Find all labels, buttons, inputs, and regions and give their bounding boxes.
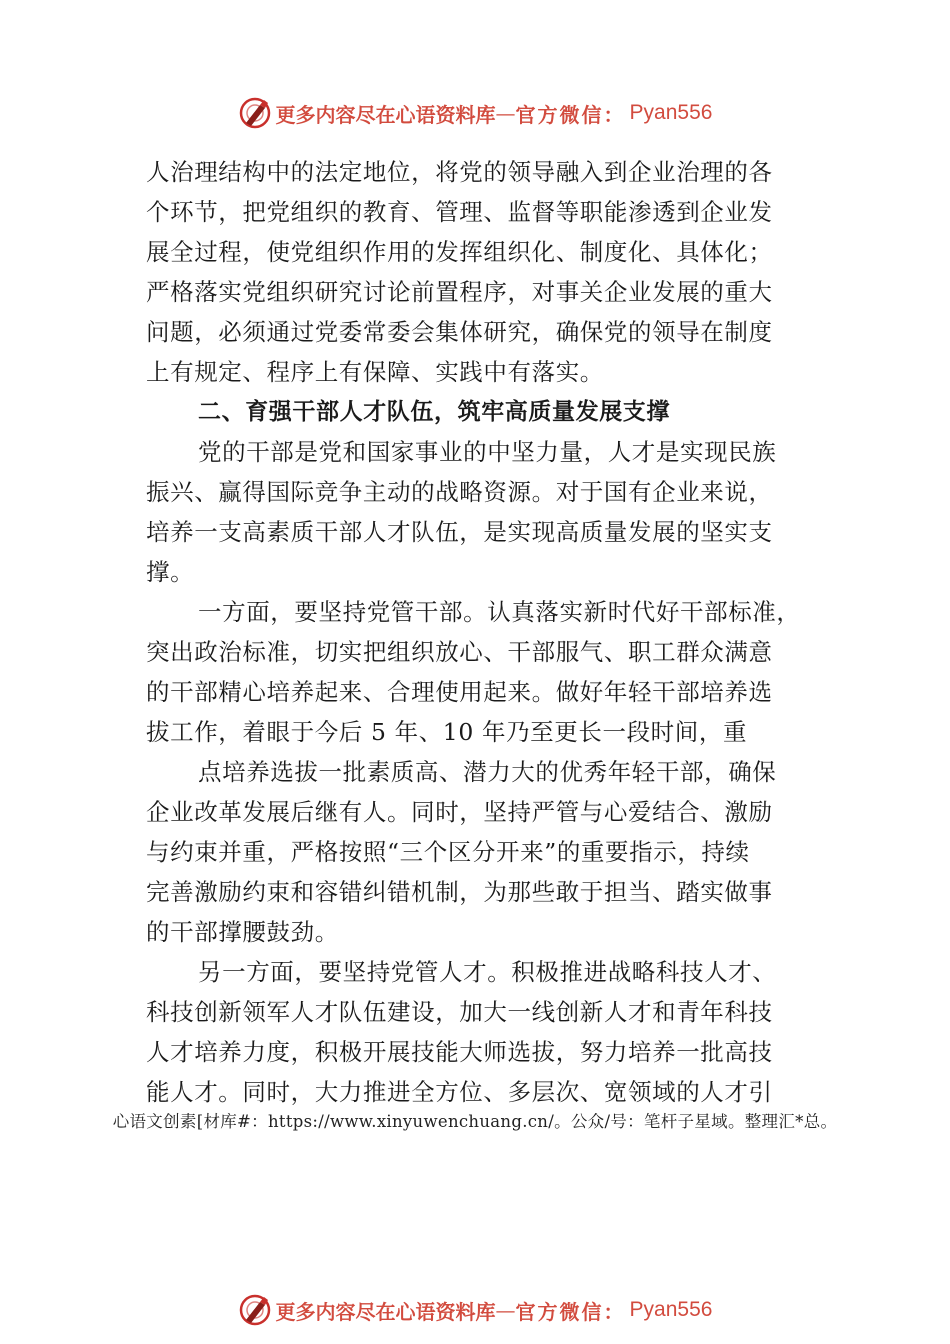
header-account: Pyan556	[629, 101, 713, 124]
section-heading: 二、育强干部人才队伍，筑牢高质量发展支撑	[198, 399, 670, 425]
header-wechat-label: 官方微信：	[515, 102, 626, 127]
header-banner	[0, 93, 950, 133]
body-line: 突出政治标准，切实把组织放心、干部服气、职工群众满意	[146, 638, 773, 666]
body-line: 科技创新领军人才队伍建设，加大一线创新人才和青年科技	[146, 998, 773, 1026]
body-line: 能人才。同时，大力推进全方位、多层次、宽领域的人才引	[146, 1078, 773, 1106]
header-separator: —	[495, 101, 516, 125]
footer-account: Pyan556	[629, 1298, 713, 1321]
document-body	[146, 152, 810, 1112]
body-line: 与约束并重，严格按照“三个区分开来”的重要指示，持续	[146, 838, 750, 866]
footer-wechat-label: 官方微信：	[515, 1299, 626, 1324]
body-line: 振兴、赢得国际竞争主动的战略资源。对于国有企业来说，	[146, 478, 773, 506]
body-line: 展全过程，使党组织作用的发挥组织化、制度化、具体化；	[146, 238, 773, 266]
body-line: 问题，必须通过党委常委会集体研究，确保党的领导在制度	[146, 318, 773, 346]
footer-banner	[0, 1290, 950, 1330]
footer-note: 心语文创素[材库#：https://www.xinyuwenchuang.cn/。公众/号：笔杆子星域。整理汇*总。	[112, 1112, 838, 1131]
body-line: 撑。	[146, 558, 195, 586]
body-line: 一方面，要坚持党管干部。认真落实新时代好干部标准，	[198, 598, 801, 626]
body-line: 完善激励约束和容错纠错机制，为那些敢于担当、踏实做事	[146, 878, 773, 906]
body-line: 培养一支高素质干部人才队伍，是实现高质量发展的坚实支	[146, 518, 773, 546]
footer-brand-text: 更多内容尽在心语资料库	[275, 1299, 496, 1324]
footer-separator: —	[495, 1298, 516, 1322]
body-line: 另一方面，要坚持党管人才。积极推进战略科技人才、	[198, 958, 777, 986]
pen-nib-logo-icon	[238, 1293, 272, 1327]
body-line: 个环节，把党组织的教育、管理、监督等职能渗透到企业发	[146, 198, 773, 226]
body-line: 人治理结构中的法定地位，将党的领导融入到企业治理的各	[146, 158, 773, 186]
body-line: 严格落实党组织研究讨论前置程序，对事关企业发展的重大	[146, 278, 773, 306]
body-line: 的干部精心培养起来、合理使用起来。做好年轻干部培养选	[146, 678, 773, 706]
pen-nib-logo-icon	[238, 96, 272, 130]
body-line: 拔工作，着眼于今后 5 年、10 年乃至更长一段时间，重	[146, 718, 748, 746]
body-line: 点培养选拔一批素质高、潜力大的优秀年轻干部，确保	[198, 758, 777, 786]
body-line: 上有规定、程序上有保障、实践中有落实。	[146, 358, 604, 386]
body-line: 企业改革发展后继有人。同时，坚持严管与心爱结合、激励	[146, 798, 773, 826]
body-line: 的干部撑腰鼓劲。	[146, 918, 339, 946]
header-brand-text: 更多内容尽在心语资料库	[275, 102, 496, 127]
body-line: 人才培养力度，积极开展技能大师选拔，努力培养一批高技	[146, 1038, 773, 1066]
body-line: 党的干部是党和国家事业的中坚力量，人才是实现民族	[198, 438, 777, 466]
